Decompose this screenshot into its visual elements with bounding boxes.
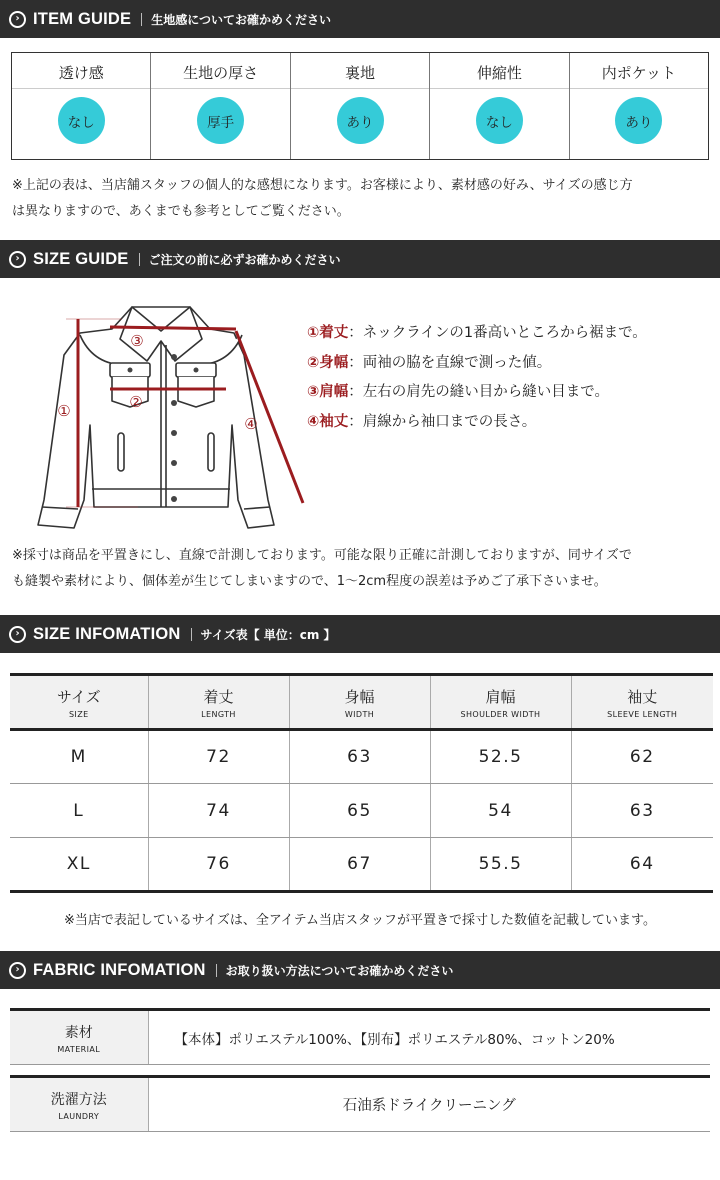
row-label: 素材 MATERIAL: [10, 1010, 148, 1065]
marker-length: ①: [57, 402, 71, 420]
divider: [570, 88, 708, 89]
table-cell: L: [10, 784, 148, 838]
table-row: [10, 838, 713, 892]
divider: [216, 964, 217, 977]
guide-cell-stretch: [430, 53, 569, 159]
section-subtitle: ご注文の前に必ずお確かめください: [148, 252, 341, 267]
table-cell: 62: [571, 730, 713, 784]
guide-label: 裏地: [345, 64, 376, 82]
divider: [139, 253, 140, 266]
guide-value-badge: あり: [615, 97, 662, 144]
measurement-legend: [307, 319, 647, 437]
fabric-info-header: [0, 951, 720, 989]
shoulder-measure-line: [110, 327, 236, 329]
legend-item-width: [307, 349, 647, 379]
table-row: [10, 784, 713, 838]
size-guide-header: [0, 240, 720, 278]
section-title: ITEM GUIDE: [33, 9, 132, 28]
note-line: ※上記の表は、当店舗スタッフの個人的な感想になります。お客様により、素材感の好み、サイズの感じ方: [12, 178, 633, 193]
table-cell: 67: [289, 838, 430, 892]
legend-item-shoulder: [307, 378, 647, 408]
divider: [12, 88, 150, 89]
guide-value-badge: なし: [58, 97, 105, 144]
size-guide-note: [12, 543, 712, 595]
marker-sleeve: ④: [244, 415, 258, 433]
button-dot: [171, 460, 177, 466]
table-cell: 54: [430, 784, 571, 838]
section-title: SIZE GUIDE: [33, 249, 129, 268]
material-table: [10, 1008, 710, 1065]
divider: [151, 88, 289, 89]
legend-text: ：両袖の脇を直線で測った値。: [348, 354, 552, 371]
guide-cell-lining: [291, 53, 430, 159]
guide-label: 透け感: [58, 64, 104, 82]
chevron-right-icon: ›: [9, 251, 26, 268]
item-guide-header: [0, 0, 720, 38]
guide-value-badge: 厚手: [197, 97, 244, 144]
table-row: [10, 1077, 710, 1132]
divider: [141, 13, 142, 26]
table-cell: 63: [289, 730, 430, 784]
note-line: ※採寸は商品を平置きにし、直線で計測しております。可能な限り正確に計測しておりますが、同サイズで: [12, 548, 632, 563]
guide-label: 生地の厚さ: [183, 64, 259, 82]
column-header: 肩幅 SHOULDER WIDTH: [430, 675, 571, 730]
divider: [191, 628, 192, 641]
legend-key: 肩幅: [319, 384, 349, 400]
guide-label: 内ポケット: [601, 64, 676, 82]
section-title: FABRIC INFOMATION: [33, 960, 206, 979]
table-row: [10, 1010, 710, 1065]
material-value: 【本体】ポリエステル100%、【別布】ポリエステル80%、コットン20%: [148, 1010, 710, 1065]
table-cell: M: [10, 730, 148, 784]
column-header: 袖丈 SLEEVE LENGTH: [571, 675, 713, 730]
row-label: 洗濯方法 LAUNDRY: [10, 1077, 148, 1132]
column-header: 着丈 LENGTH: [148, 675, 289, 730]
note-line: も縫製や素材により、個体差が生じてしまいますので、1〜2cm程度の誤差は予めご了承下さいませ。: [12, 574, 607, 589]
size-info-header: [0, 615, 720, 653]
laundry-value: 石油系ドライクリーニング: [148, 1077, 710, 1132]
section-title: SIZE INFOMATION: [33, 624, 181, 643]
legend-num: ③: [307, 384, 320, 400]
section-subtitle: 生地感についてお確かめください: [151, 12, 332, 27]
legend-key: 身幅: [319, 354, 349, 371]
table-cell: 63: [571, 784, 713, 838]
legend-text: ：左右の肩先の縫い目から縫い目まで。: [348, 384, 609, 400]
table-cell: 64: [571, 838, 713, 892]
item-guide-table: [11, 52, 709, 160]
marker-shoulder: ③: [130, 332, 144, 350]
button-dot: [171, 496, 177, 502]
guide-label: 伸縮性: [476, 64, 522, 82]
section-subtitle: お取り扱い方法についてお確かめください: [225, 963, 454, 978]
legend-text: ：ネックラインの1番高いところから裾まで。: [348, 325, 647, 341]
size-table: [10, 673, 713, 893]
button-dot: [171, 400, 177, 406]
guide-cell-inner-pocket: [570, 53, 708, 159]
divider: [291, 88, 429, 89]
table-cell: 76: [148, 838, 289, 892]
marker-width: ②: [129, 393, 143, 411]
chevron-right-icon: ›: [9, 11, 26, 28]
guide-cell-thickness: [151, 53, 290, 159]
table-cell: 74: [148, 784, 289, 838]
chevron-right-icon: ›: [9, 626, 26, 643]
legend-item-sleeve: [307, 408, 647, 438]
column-header: 身幅 WIDTH: [289, 675, 430, 730]
legend-key: 着丈: [319, 325, 349, 341]
button-dot: [194, 368, 199, 373]
table-cell: 52.5: [430, 730, 571, 784]
column-header: サイズ SIZE: [10, 675, 148, 730]
jacket-diagram: [30, 295, 320, 535]
chevron-right-icon: ›: [9, 962, 26, 979]
table-cell: 55.5: [430, 838, 571, 892]
laundry-table: [10, 1075, 710, 1132]
table-cell: XL: [10, 838, 148, 892]
item-guide-note: [12, 173, 712, 225]
size-info-note: ※当店で表記しているサイズは、全アイテム当店スタッフが平置きで採寸した数値を記載しています。: [64, 913, 656, 928]
guide-value-badge: なし: [476, 97, 523, 144]
legend-num: ①: [307, 325, 320, 341]
note-line: は異なりますので、あくまでも参考としてご覧ください。: [12, 204, 350, 219]
button-dot: [128, 368, 133, 373]
legend-item-length: [307, 319, 647, 349]
button-dot: [171, 354, 177, 360]
section-subtitle: サイズ表【 単位：cm 】: [200, 627, 336, 642]
legend-num: ②: [307, 354, 320, 371]
guide-cell-transparency: [12, 53, 151, 159]
guide-value-badge: あり: [337, 97, 384, 144]
divider: [430, 88, 568, 89]
table-header-row: [10, 675, 713, 730]
table-row: [10, 730, 713, 784]
button-dot: [171, 430, 177, 436]
legend-key: 袖丈: [319, 413, 349, 430]
legend-num: ④: [307, 413, 320, 430]
table-cell: 72: [148, 730, 289, 784]
legend-text: ：肩線から袖口までの長さ。: [348, 413, 537, 430]
table-cell: 65: [289, 784, 430, 838]
